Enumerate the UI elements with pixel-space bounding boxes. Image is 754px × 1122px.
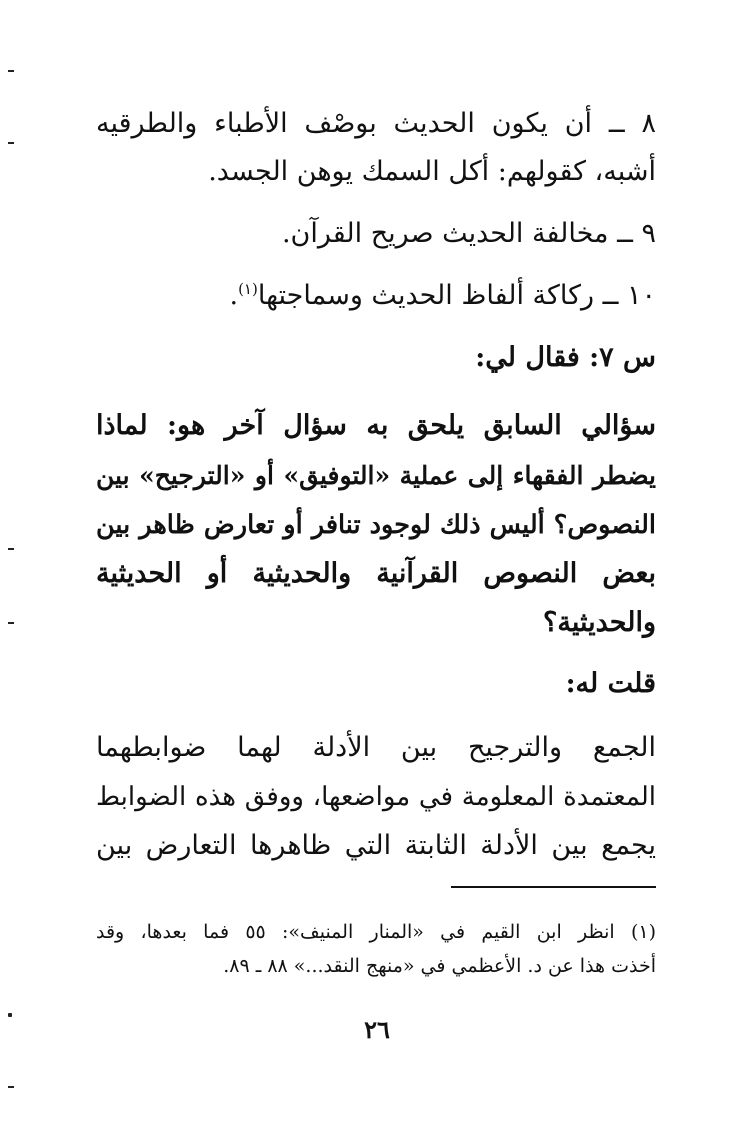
footnote-ref: (١) <box>238 280 258 298</box>
margin-mark <box>8 622 14 624</box>
margin-mark <box>8 142 14 144</box>
item-8-line-1: ٨ ــ أن يكون الحديث بوصْف الأطباء والطرقيه <box>96 108 656 139</box>
item-10 <box>96 276 656 316</box>
item-9: ٩ ــ مخالفة الحديث صريح القرآن. <box>281 218 656 249</box>
question-line-2: يضطر الفقهاء إلى عملية «التوفيق» أو «الترجيح» بين <box>96 461 656 490</box>
question-heading: س ٧: فقال لي: <box>475 342 656 373</box>
question-line-4: بعض النصوص القرآنية والحديثية أو الحديثية <box>96 558 656 589</box>
answer-heading: قلت له: <box>565 668 656 699</box>
question-line-1: سؤالي السابق يلحق به سؤال آخر هو: لماذا <box>96 410 656 441</box>
item-8-line-2: أشبه، كقولهم: أكل السمك يوهن الجسد. <box>208 156 656 187</box>
footnote-line-2: أخذت هذا عن د. الأعظمي في «منهج النقد...» ٨٨ ـ ٨٩. <box>223 955 656 977</box>
page-number: ٢٦ <box>364 1015 390 1044</box>
item-10-text: ١٠ ــ ركاكة ألفاظ الحديث وسماجتها <box>257 280 656 311</box>
answer-line-3: يجمع بين الأدلة الثابتة التي ظاهرها التعارض بين <box>96 830 656 861</box>
answer-line-1: الجمع والترجيح بين الأدلة لهما ضوابطهما <box>96 732 656 763</box>
margin-mark <box>8 70 14 72</box>
question-line-3: النصوص؟ أليس ذلك لوجود تنافر أو تعارض ظاهر بين <box>96 510 656 540</box>
margin-mark <box>8 548 14 550</box>
answer-line-2: المعتمدة المعلومة في مواضعها، ووفق هذه الضوابط <box>96 782 656 812</box>
margin-mark <box>8 1013 12 1017</box>
footnote-separator <box>451 886 656 888</box>
item-10-end: . <box>229 280 239 311</box>
question-line-5: والحديثية؟ <box>543 607 656 638</box>
margin-mark <box>8 1086 14 1088</box>
footnote-line-1: (١) انظر ابن القيم في «المنار المنيف»: ٥٥ فما بعدها، وقد <box>96 921 657 943</box>
